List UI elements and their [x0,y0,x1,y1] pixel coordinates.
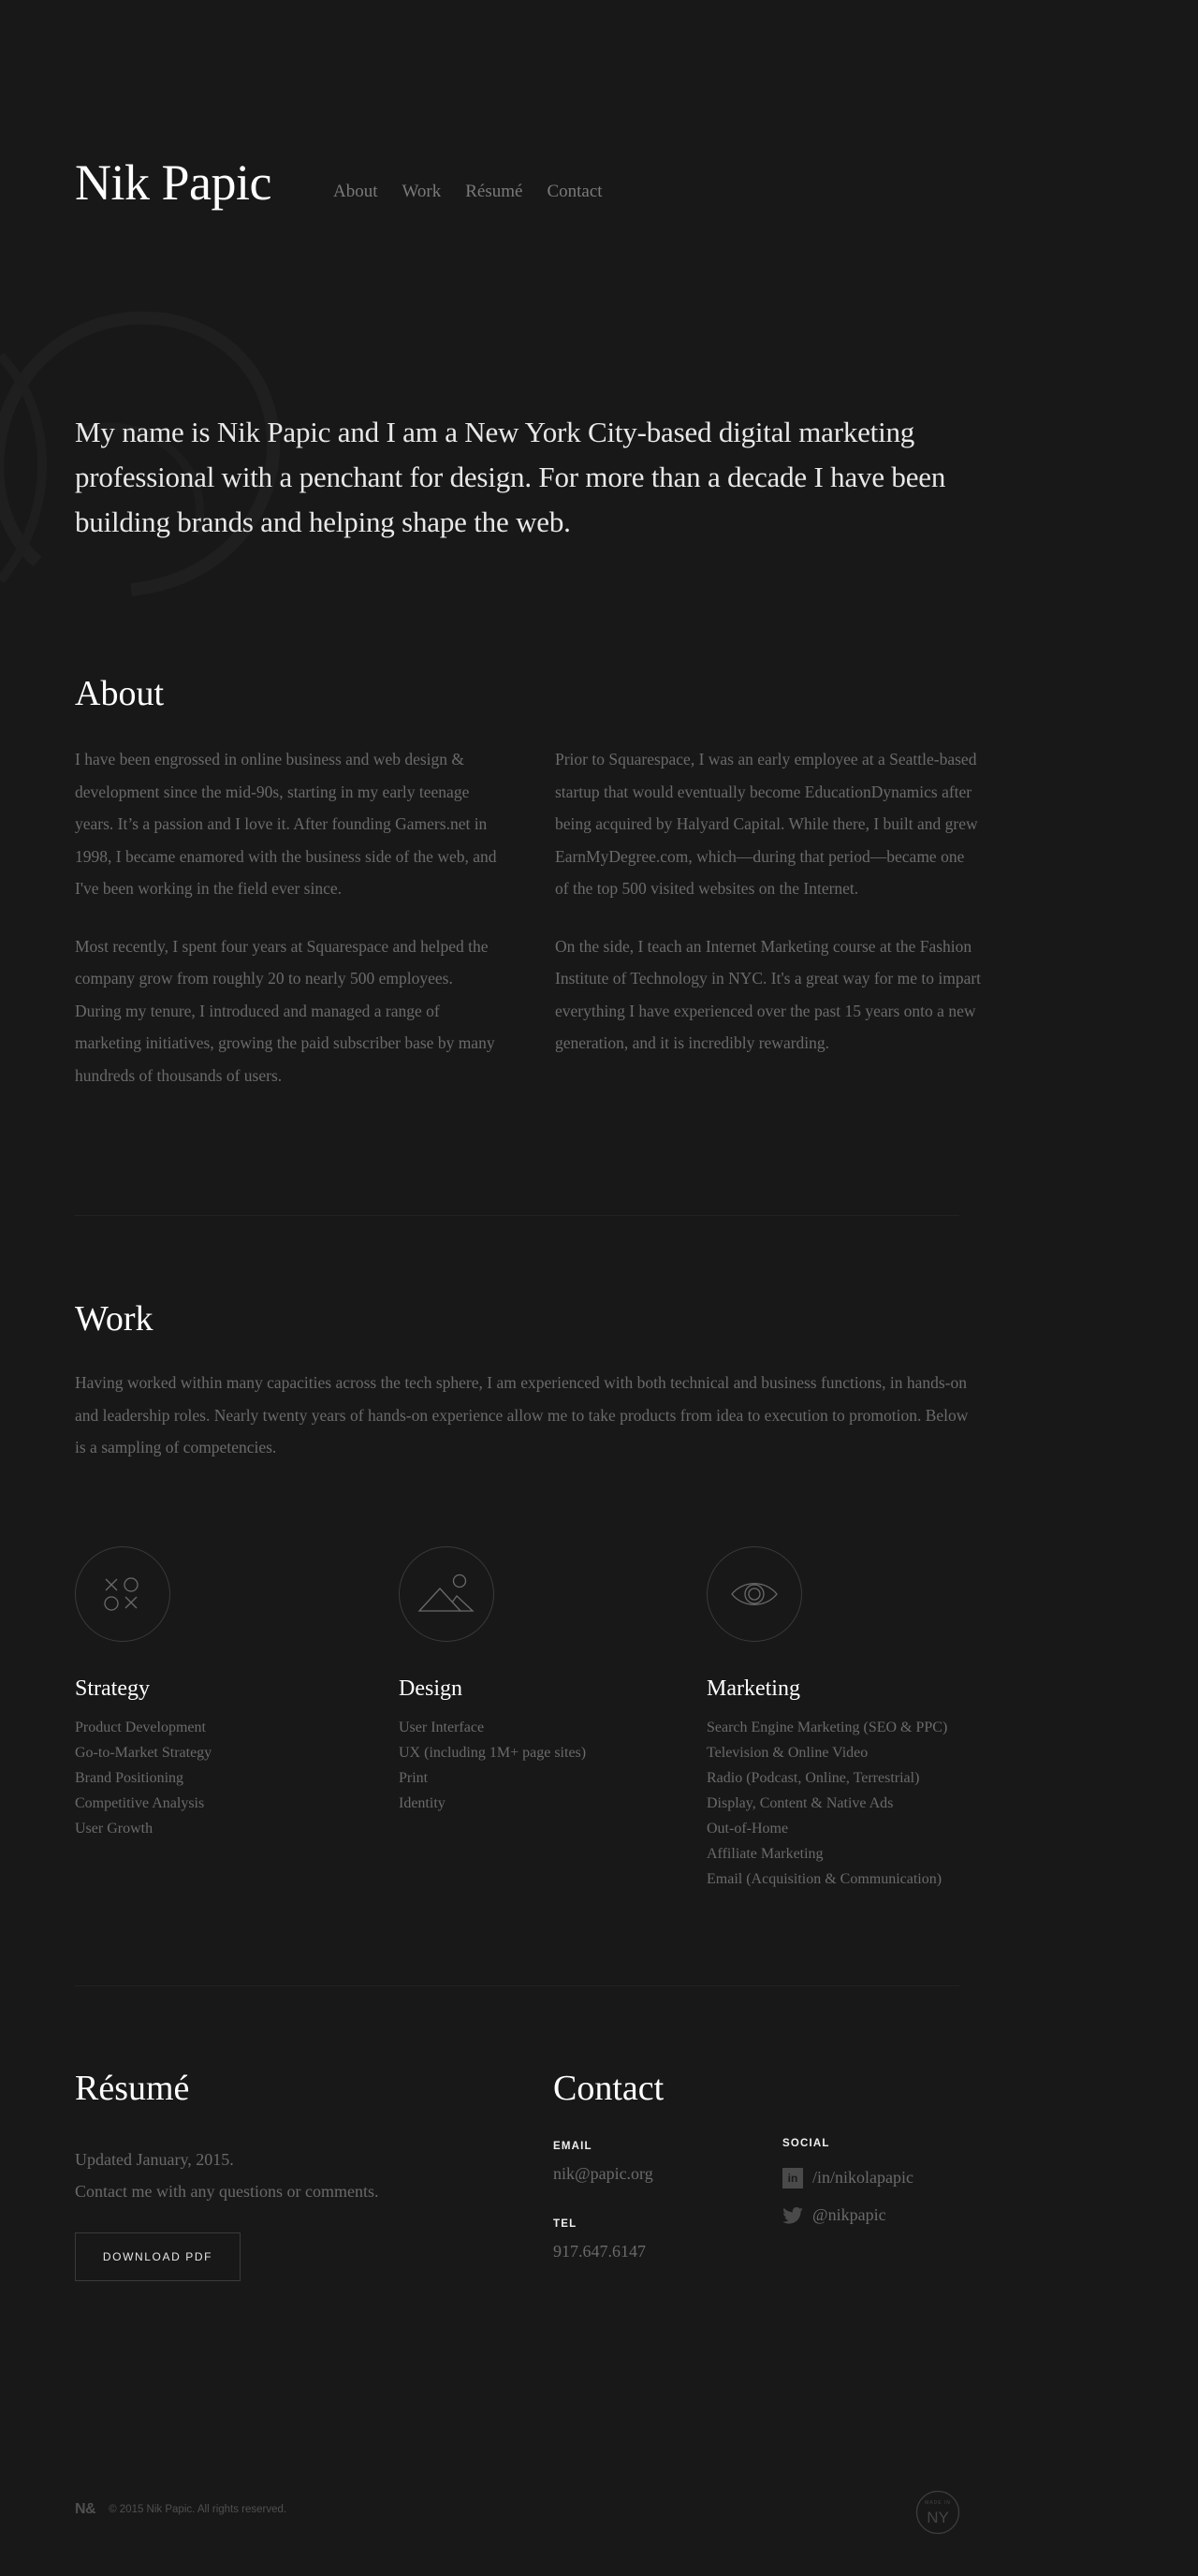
skill-list [399,1715,707,1816]
nav-work[interactable]: Work [402,182,442,201]
skill-marketing [707,1546,959,1892]
about-section [75,743,982,1117]
about-paragraph: On the side, I teach an Internet Marketing course at the Fashion Institute of Technology in NYC. It's a great way for me to impart everything I have experienced over the past 15 years onto a new generation, and it is incredibly rewarding. [555,936,982,1052]
skill-item: Search Engine Marketing (SEO & PPC) [707,1720,948,1735]
email-group [553,2142,782,2184]
skill-list [75,1715,399,1841]
skill-item: Television & Online Video [707,1745,869,1761]
about-paragraph: Prior to Squarespace, I was an early employee at a Seattle-based startup that would eventually become EducationDynamics after being acquired by Halyard Capital. While there, I built and grew EarnMyDegree.com, which—during that period—became one of the top 500 visited websites on the Internet. [555,750,978,898]
site-logo[interactable]: Nik Papic [75,154,271,211]
resume-note: Contact me with any questions or comments. [75,2182,379,2201]
nav-resume[interactable]: Résumé [465,182,523,201]
skill-item: Identity [399,1795,446,1811]
twitter-link[interactable]: @nikpapic [812,2205,886,2224]
resume-section [75,2071,468,2281]
nav-contact[interactable]: Contact [547,182,603,201]
copyright-text: © 2015 Nik Papic. All rights reserved. [109,2504,287,2515]
resume-title: Résumé [75,2069,190,2108]
intro-section [75,410,1001,545]
skills-grid [75,1546,959,1892]
skill-item: Radio (Podcast, Online, Terrestrial) [707,1770,920,1786]
contact-section [553,2071,965,2261]
social-label: SOCIAL [782,2138,830,2149]
skill-title: Marketing [707,1676,800,1701]
section-divider [75,1985,959,1986]
work-title: Work [75,1299,153,1339]
resume-updated: Updated January, 2015. [75,2150,234,2169]
skill-item: Product Development [75,1720,206,1735]
contact-direct [553,2142,782,2261]
skill-title: Design [399,1676,462,1701]
site-footer [75,2501,959,2518]
resume-text [75,2144,468,2207]
eye-icon [707,1546,802,1642]
skill-item: Competitive Analysis [75,1795,205,1811]
tic-tac-toe-icon [75,1546,170,1642]
section-divider [75,1215,959,1216]
social-list [782,2159,970,2234]
about-column-right [555,743,982,1117]
site-header [75,152,959,211]
about-column-left [75,743,502,1117]
work-intro: Having worked within many capacities across the tech sphere, I am experienced with both technical and business functions, in hands-on and leadership roles. Nearly twenty years of hands-on experience allow me to take products from idea to execution to promotion. Below is a sampling of competencies. [75,1373,969,1456]
skill-item: UX (including 1M+ page sites) [399,1745,587,1761]
skill-title: Strategy [75,1676,150,1701]
skill-item: Print [399,1770,429,1786]
social-item-twitter [782,2197,970,2234]
social-item-linkedin [782,2159,970,2197]
skill-item: User Growth [75,1821,153,1837]
intro-text: My name is Nik Papic and I am a New York City-based digital marketing professional with a penchant for design. For more than a decade I have been building brands and helping shape the web. [75,416,946,538]
linkedin-link[interactable]: /in/nikolapapic [812,2168,913,2187]
skill-strategy [75,1546,399,1892]
footer-logo[interactable]: N& [75,2501,96,2517]
skill-item: Display, Content & Native Ads [707,1795,894,1811]
email-link[interactable]: nik@papic.org [553,2163,653,2183]
tel-label: TEL [553,2218,577,2231]
about-paragraph: Most recently, I spent four years at Squarespace and helped the company grow from roughly 20 to nearly 500 employees. During my tenure, I introduced and managed a range of marketing initiatives, growing the paid subscriber base by many hundreds of thousands of users. [75,936,495,1085]
contact-title: Contact [553,2069,665,2108]
skill-item: User Interface [399,1720,485,1735]
nav-about[interactable]: About [332,182,378,201]
skill-item: Out-of-Home [707,1821,789,1837]
main-nav [333,182,603,202]
tel-group [553,2219,782,2261]
skill-design [399,1546,707,1892]
skill-item: Go-to-Market Strategy [75,1745,212,1761]
about-title: About [75,674,164,713]
twitter-icon[interactable] [782,2205,803,2226]
contact-grid [553,2138,965,2261]
linkedin-icon[interactable]: in [782,2168,803,2188]
tel-link[interactable]: 917.647.6147 [553,2241,646,2261]
download-pdf-button[interactable]: DOWNLOAD PDF [75,2232,241,2281]
about-paragraph: I have been engrossed in online business and web design & development since the mid-90s, starting in my early teenage years. It’s a passion and I love it. After founding Gamers.net in 1998, I became enamored with the business side of the web, and I've been working in the field ever since. [75,750,497,898]
skill-item: Affiliate Marketing [707,1846,824,1862]
skill-item: Brand Positioning [75,1770,184,1786]
skill-list [707,1715,959,1892]
mountain-image-icon [399,1546,494,1642]
email-label: EMAIL [553,2141,592,2152]
contact-social [782,2138,970,2261]
made-in-ny-badge [915,2490,960,2535]
badge-main-text: NY [927,2509,949,2526]
badge-top-text: MADE IN [925,2500,951,2506]
skill-item: Email (Acquisition & Communication) [707,1871,942,1887]
